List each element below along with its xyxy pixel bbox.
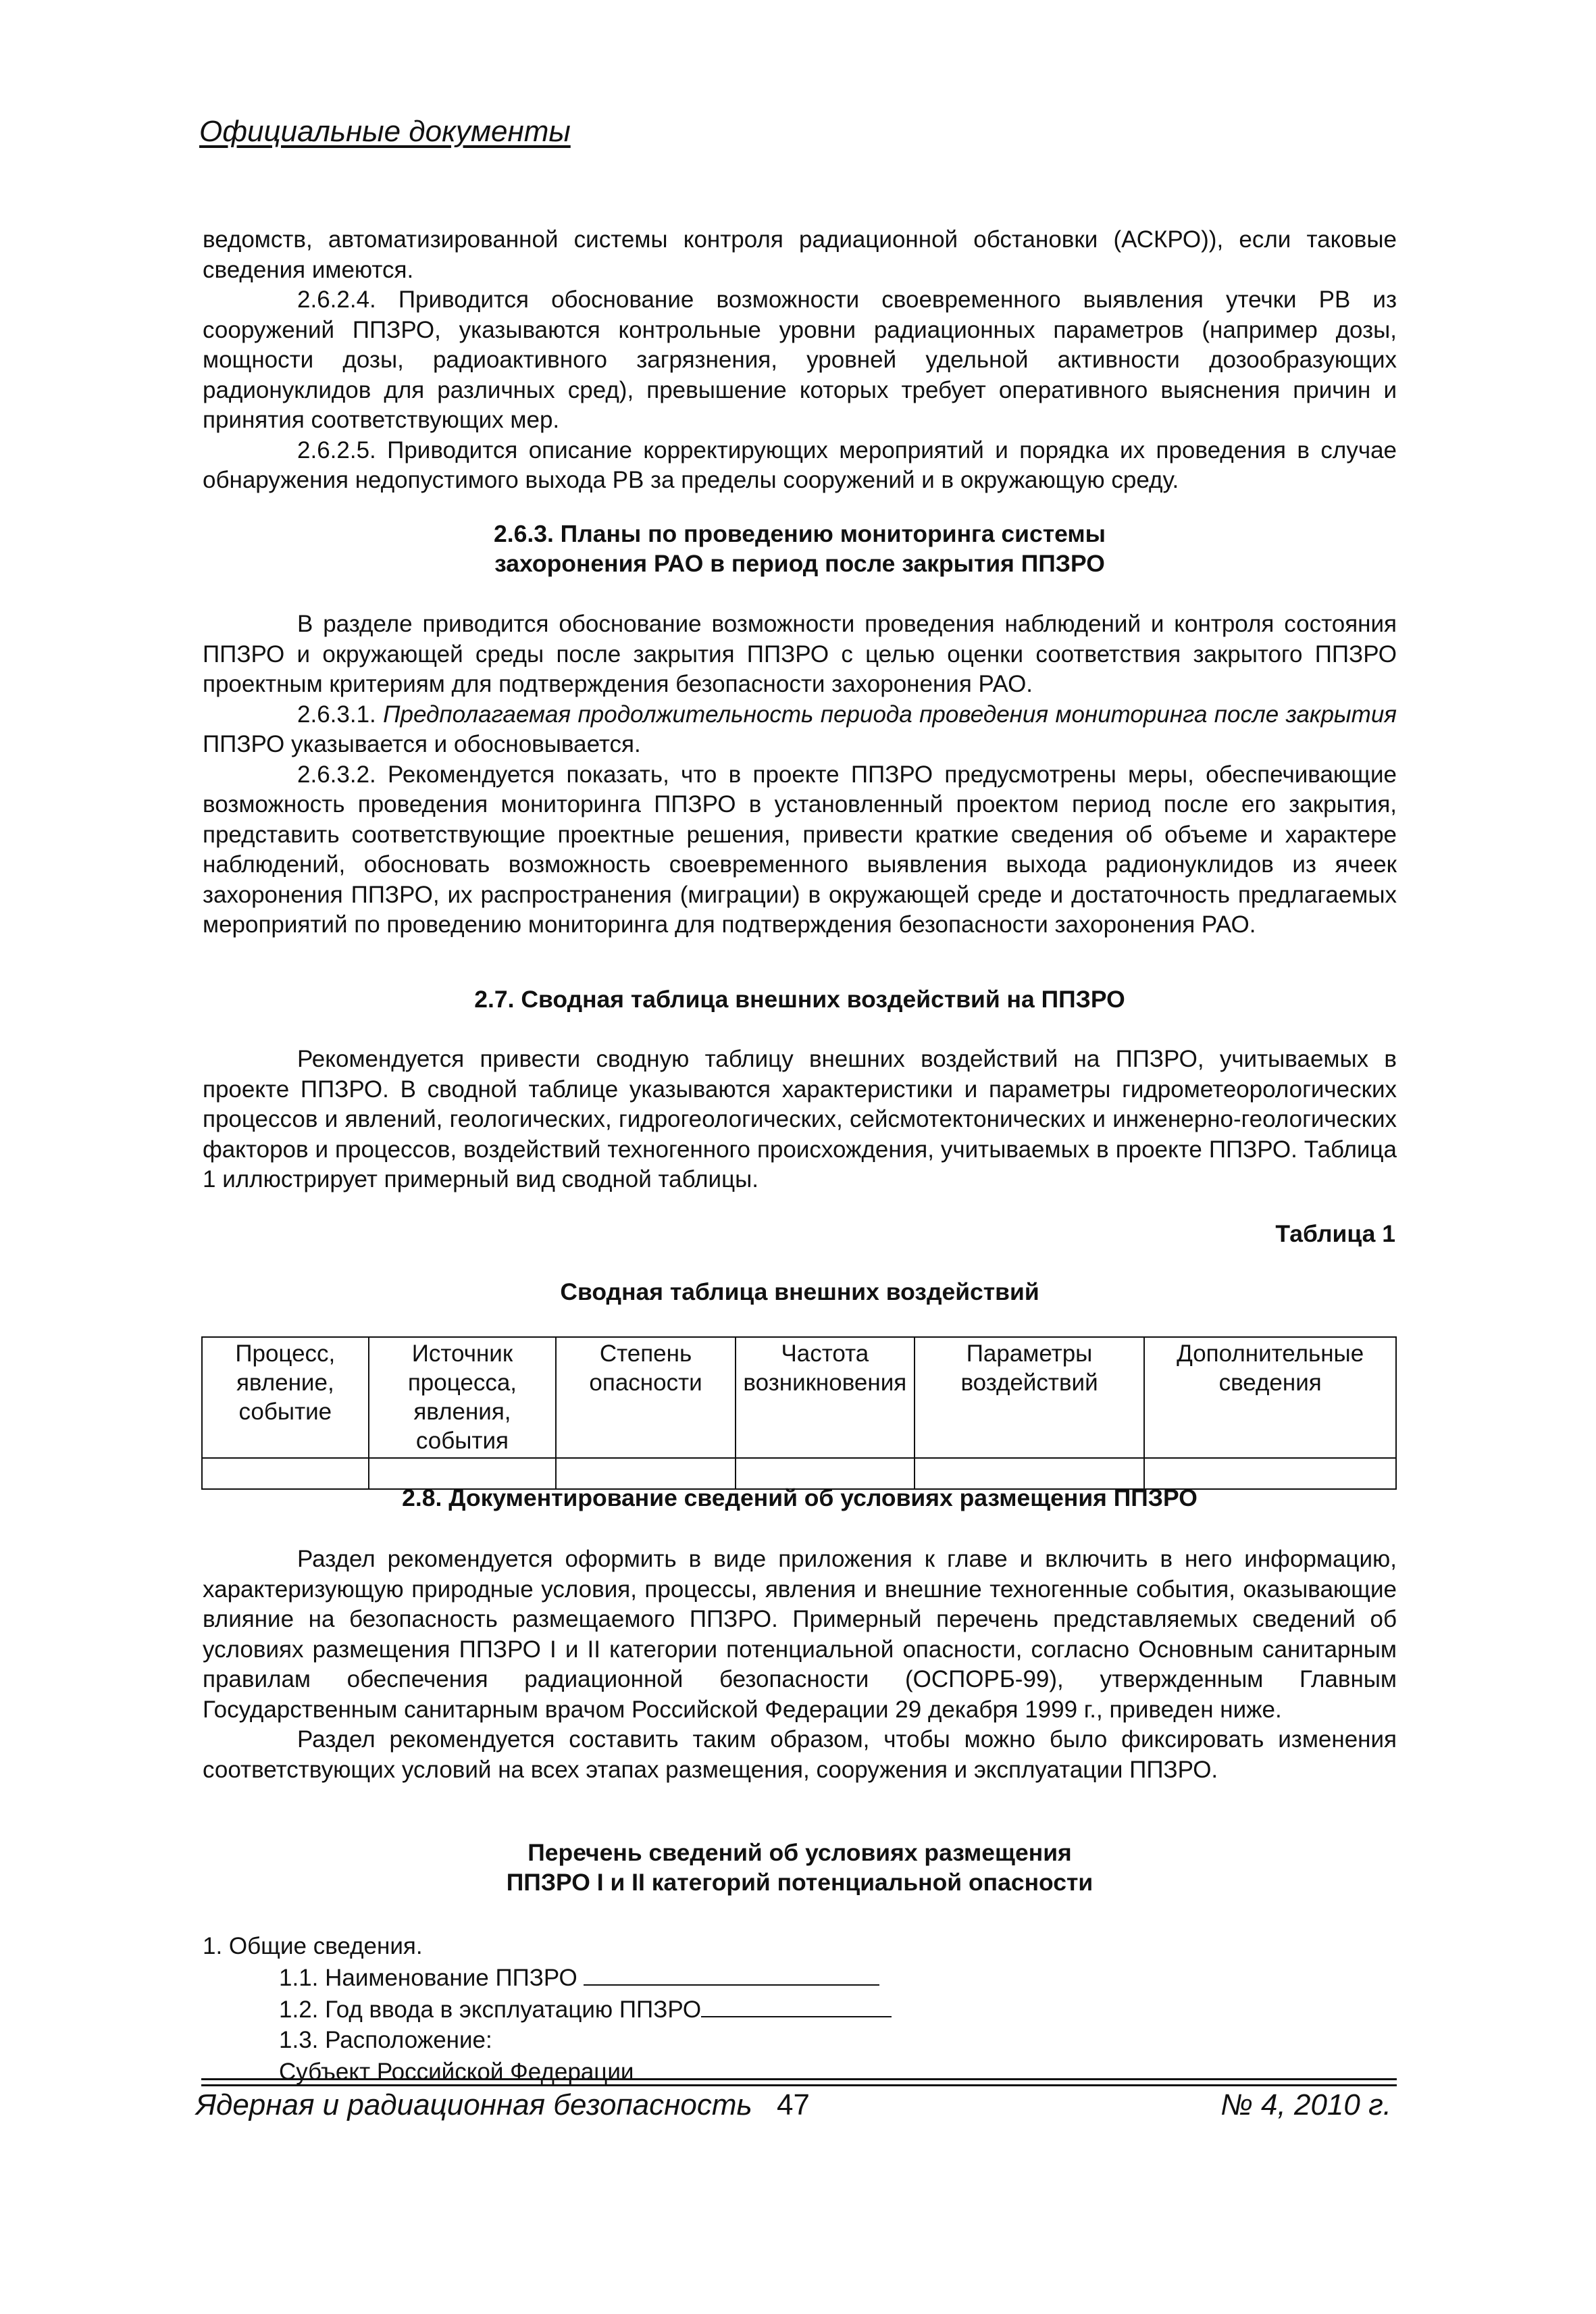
list-heading: [203, 1838, 1397, 1897]
footer-journal: Ядерная и радиационная безопасность: [196, 2088, 752, 2121]
table-header-cell: Дополнительные сведения: [1144, 1337, 1396, 1458]
section-2-7-text: [203, 1045, 1397, 1195]
list-item: [203, 2055, 916, 2087]
footer-page-number: 47: [777, 2088, 810, 2121]
paragraph: Рекомендуется привести сводную таблицу внешних воздействий на ППЗРО, учитываемых в проекте ППЗРО. В сводной таблице указываются характеристики и параметры гидрометеорологических процессов и явлений, геологических, гидрогеологических, сейсмотектонических и инженерно-геологических факторов и процессов, воздействий техногенного происхождения, учитываемых в проекте ППЗРО. Таблица 1 иллюстрирует примерный вид сводной таблицы.: [203, 1046, 1397, 1192]
italic-phrase: Предполагаемая продолжительность периода проведения мониторинга после закрытия: [383, 701, 1397, 728]
section-2-8-text: [203, 1544, 1397, 1785]
table-header-cell: Параметры воздействий: [915, 1337, 1145, 1458]
paragraph-2-6-3-2: 2.6.3.2. Рекомендуется показать, что в проекте ППЗРО предусмотрены меры, обеспечивающие возможность проведения мониторинга ППЗРО в установленный проектом период после его закрытия, представить соответствующие проектные решения, привести краткие сведения об объеме и характере наблюдений, обосновать возможность своевременного выявления выхода радионуклидов из ячеек захоронения ППЗРО, их распространения (миграции) в окружающей среде и достаточность предлагаемых мероприятий по проведению мониторинга для подтверждения безопасности захоронения РАО.: [203, 761, 1397, 938]
fill-in-line: [701, 1993, 892, 2017]
paragraph-2-6-3-1: [203, 700, 1397, 760]
running-header: Официальные документы: [199, 115, 571, 148]
section-2-7-heading: 2.7. Сводная таблица внешних воздействий на ППЗРО: [474, 986, 1125, 1013]
list-item-label: 1.1. Наименование ППЗРО: [279, 1965, 577, 1991]
fill-in-line: [634, 2055, 916, 2080]
paragraph: В разделе приводится обоснование возможности проведения наблюдений и контроля состояния ППЗРО и окружающей среды после закрытия ППЗРО с целью оценки соответствия закрытого ППЗРО проектным критериям для подтверждения безопасности захоронения РАО.: [203, 611, 1397, 697]
footer-rule: [201, 2078, 1397, 2080]
table-header-row: [202, 1337, 1396, 1458]
list-item: 1. Общие сведения.: [203, 1933, 423, 1959]
external-impacts-table: [201, 1336, 1397, 1490]
paragraph: Раздел рекомендуется составить таким образом, чтобы можно было фиксировать изменения соответствующих условий на всех этапах размещения, сооружения и эксплуатации ППЗРО.: [203, 1726, 1397, 1783]
section-2-6-3-text: [203, 609, 1397, 940]
section-2-6-3-heading: [203, 519, 1397, 578]
fill-in-line: [584, 1961, 879, 1986]
conditions-list: [203, 1931, 916, 2087]
list-item-label: 1.2. Год ввода в эксплуатацию ППЗРО: [279, 1996, 702, 2023]
list-item-label: Субъект Российской Федерации: [279, 2059, 634, 2085]
list-item: 1.3. Расположение:: [279, 2027, 492, 2053]
section-2-8-heading: 2.8. Документирование сведений об условиях размещения ППЗРО: [402, 1484, 1198, 1511]
table-header-cell: Источник процесса, явления, события: [369, 1337, 557, 1458]
heading-line: ППЗРО I и II категорий потенциальной опасности: [506, 1869, 1093, 1896]
heading-line: захоронения РАО в период после закрытия ППЗРО: [494, 550, 1105, 577]
intro-text: [203, 225, 1397, 496]
table-header-cell: Степень опасности: [556, 1337, 736, 1458]
footer-issue: № 4, 2010 г.: [1220, 2088, 1391, 2121]
list-item: [203, 1961, 916, 1993]
table-header-cell: Частота возникновения: [736, 1337, 915, 1458]
table-title: Сводная таблица внешних воздействий: [560, 1278, 1039, 1305]
paragraph: ведомств, автоматизированной системы контроля радиационной обстановки (АСКРО)), если таковые сведения имеются.: [203, 226, 1397, 283]
paragraph: Раздел рекомендуется оформить в виде приложения к главе и включить в него информацию, характеризующую природные условия, процессы, явления и внешние техногенные события, оказывающие влияние на безопасность размещаемого ППЗРО. Примерный перечень представляемых сведений об условиях размещения ППЗРО I и II категории потенциальной опасности, согласно Основным санитарным правилам обеспечения радиационной безопасности (ОСПОРБ-99), утвержденным Главным Государственным санитарным врачом Российской Федерации 29 декабря 1999 г., приведен ниже.: [203, 1546, 1397, 1723]
heading-line: Перечень сведений об условиях размещения: [527, 1839, 1072, 1866]
paragraph-rest: ППЗРО указывается и обосновывается.: [203, 731, 641, 757]
heading-line: 2.6.3. Планы по проведению мониторинга системы: [494, 520, 1106, 547]
list-item: [203, 1993, 916, 2025]
table-label: Таблица 1: [1275, 1220, 1395, 1247]
table-header-cell: Процесс, явление, событие: [202, 1337, 369, 1458]
footer-rule: [201, 2084, 1397, 2086]
paragraph-number: 2.6.3.1.: [297, 701, 376, 728]
paragraph-2-6-2-4: 2.6.2.4. Приводится обоснование возможности своевременного выявления утечки РВ из сооружений ППЗРО, указываются контрольные уровни радиационных параметров (например дозы, мощности дозы, радиоактивного загрязнения, уровней удельной активности дозообразующих радионуклидов для различных сред), превышение которых требует оперативного выяснения причин и принятия соответствующих мер.: [203, 286, 1397, 433]
paragraph-2-6-2-5: 2.6.2.5. Приводится описание корректирующих мероприятий и порядка их проведения в случае обнаружения недопустимого выхода РВ за пределы сооружений и в окружающую среду.: [203, 436, 1397, 493]
